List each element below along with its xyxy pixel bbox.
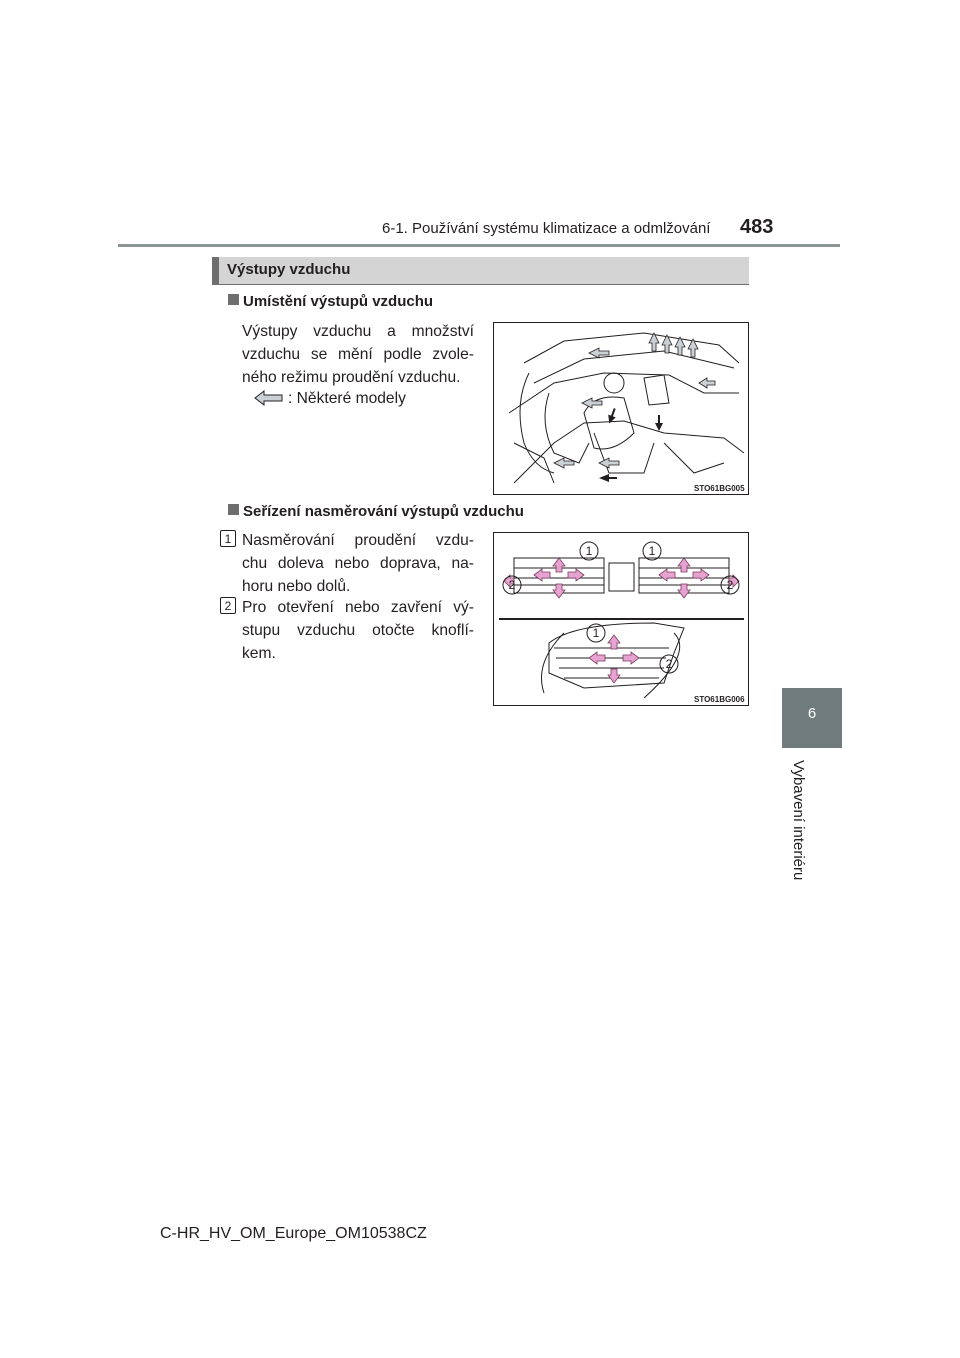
callout-1b: 1: [648, 544, 656, 558]
location-paragraph: [242, 320, 474, 389]
square-bullet-icon: [228, 504, 239, 515]
chapter-tab[interactable]: [782, 688, 842, 748]
chapter-label: Vybavení interiéru: [790, 760, 807, 881]
step-2-paragraph: [242, 596, 474, 665]
callout-1a: 1: [585, 544, 593, 558]
outline-arrow-icon: [254, 389, 284, 407]
step-2-line-2: stupu vzduchu otočte knoflí-: [242, 622, 474, 639]
step-number-2: 2: [220, 597, 236, 614]
car-interior-illustration: [494, 323, 748, 494]
subhead-adjust-text: Seřízení nasměrování výstupů vzduchu: [243, 503, 524, 520]
footer-doc-id: C-HR_HV_OM_Europe_OM10538CZ: [160, 1225, 427, 1242]
page-number: 483: [740, 216, 774, 238]
callout-2a: 2: [508, 578, 516, 592]
location-line-2: vzduchu se mění podle zvole-: [242, 346, 474, 363]
figure-code-1: STO61BG005: [694, 484, 745, 493]
section-title-bar: [212, 257, 749, 284]
figure-vent-adjustment: [493, 532, 749, 706]
square-bullet-icon: [228, 294, 239, 305]
step-2-line-1: Pro otevření nebo zavření vý-: [242, 599, 474, 616]
section-accent: [212, 257, 219, 284]
subhead-location-text: Umístění výstupů vzduchu: [243, 293, 434, 310]
callout-2b: 2: [726, 578, 734, 592]
step-1-line-1: Nasměrování proudění vzdu-: [242, 532, 474, 549]
legend-text: : Některé modely: [288, 390, 406, 407]
location-line-3: ného režimu proudění vzduchu.: [242, 369, 461, 386]
step-1-line-3: horu nebo dolů.: [242, 578, 351, 595]
section-underline: [212, 284, 749, 285]
callout-2c: 2: [665, 657, 673, 671]
header-section-title: 6-1. Používání systému klimatizace a odmlžování: [382, 220, 711, 237]
step-2-line-3: kem.: [242, 645, 276, 662]
section-title: Výstupy vzduchu: [227, 261, 351, 278]
subhead-adjust: [228, 503, 524, 520]
subhead-location: [228, 293, 433, 310]
chapter-number: 6: [807, 705, 817, 722]
step-number-1: 1: [220, 530, 236, 547]
figure-vent-locations: [493, 322, 749, 495]
callout-1c: 1: [592, 626, 600, 640]
location-line-1: Výstupy vzduchu a množství: [242, 323, 474, 340]
step-1-line-2: chu doleva nebo doprava, na-: [242, 555, 474, 572]
header-divider: [118, 244, 840, 247]
step-1-paragraph: [242, 529, 474, 598]
figure-code-2: STO61BG006: [694, 695, 745, 704]
vent-adjustment-illustration: [494, 533, 748, 705]
